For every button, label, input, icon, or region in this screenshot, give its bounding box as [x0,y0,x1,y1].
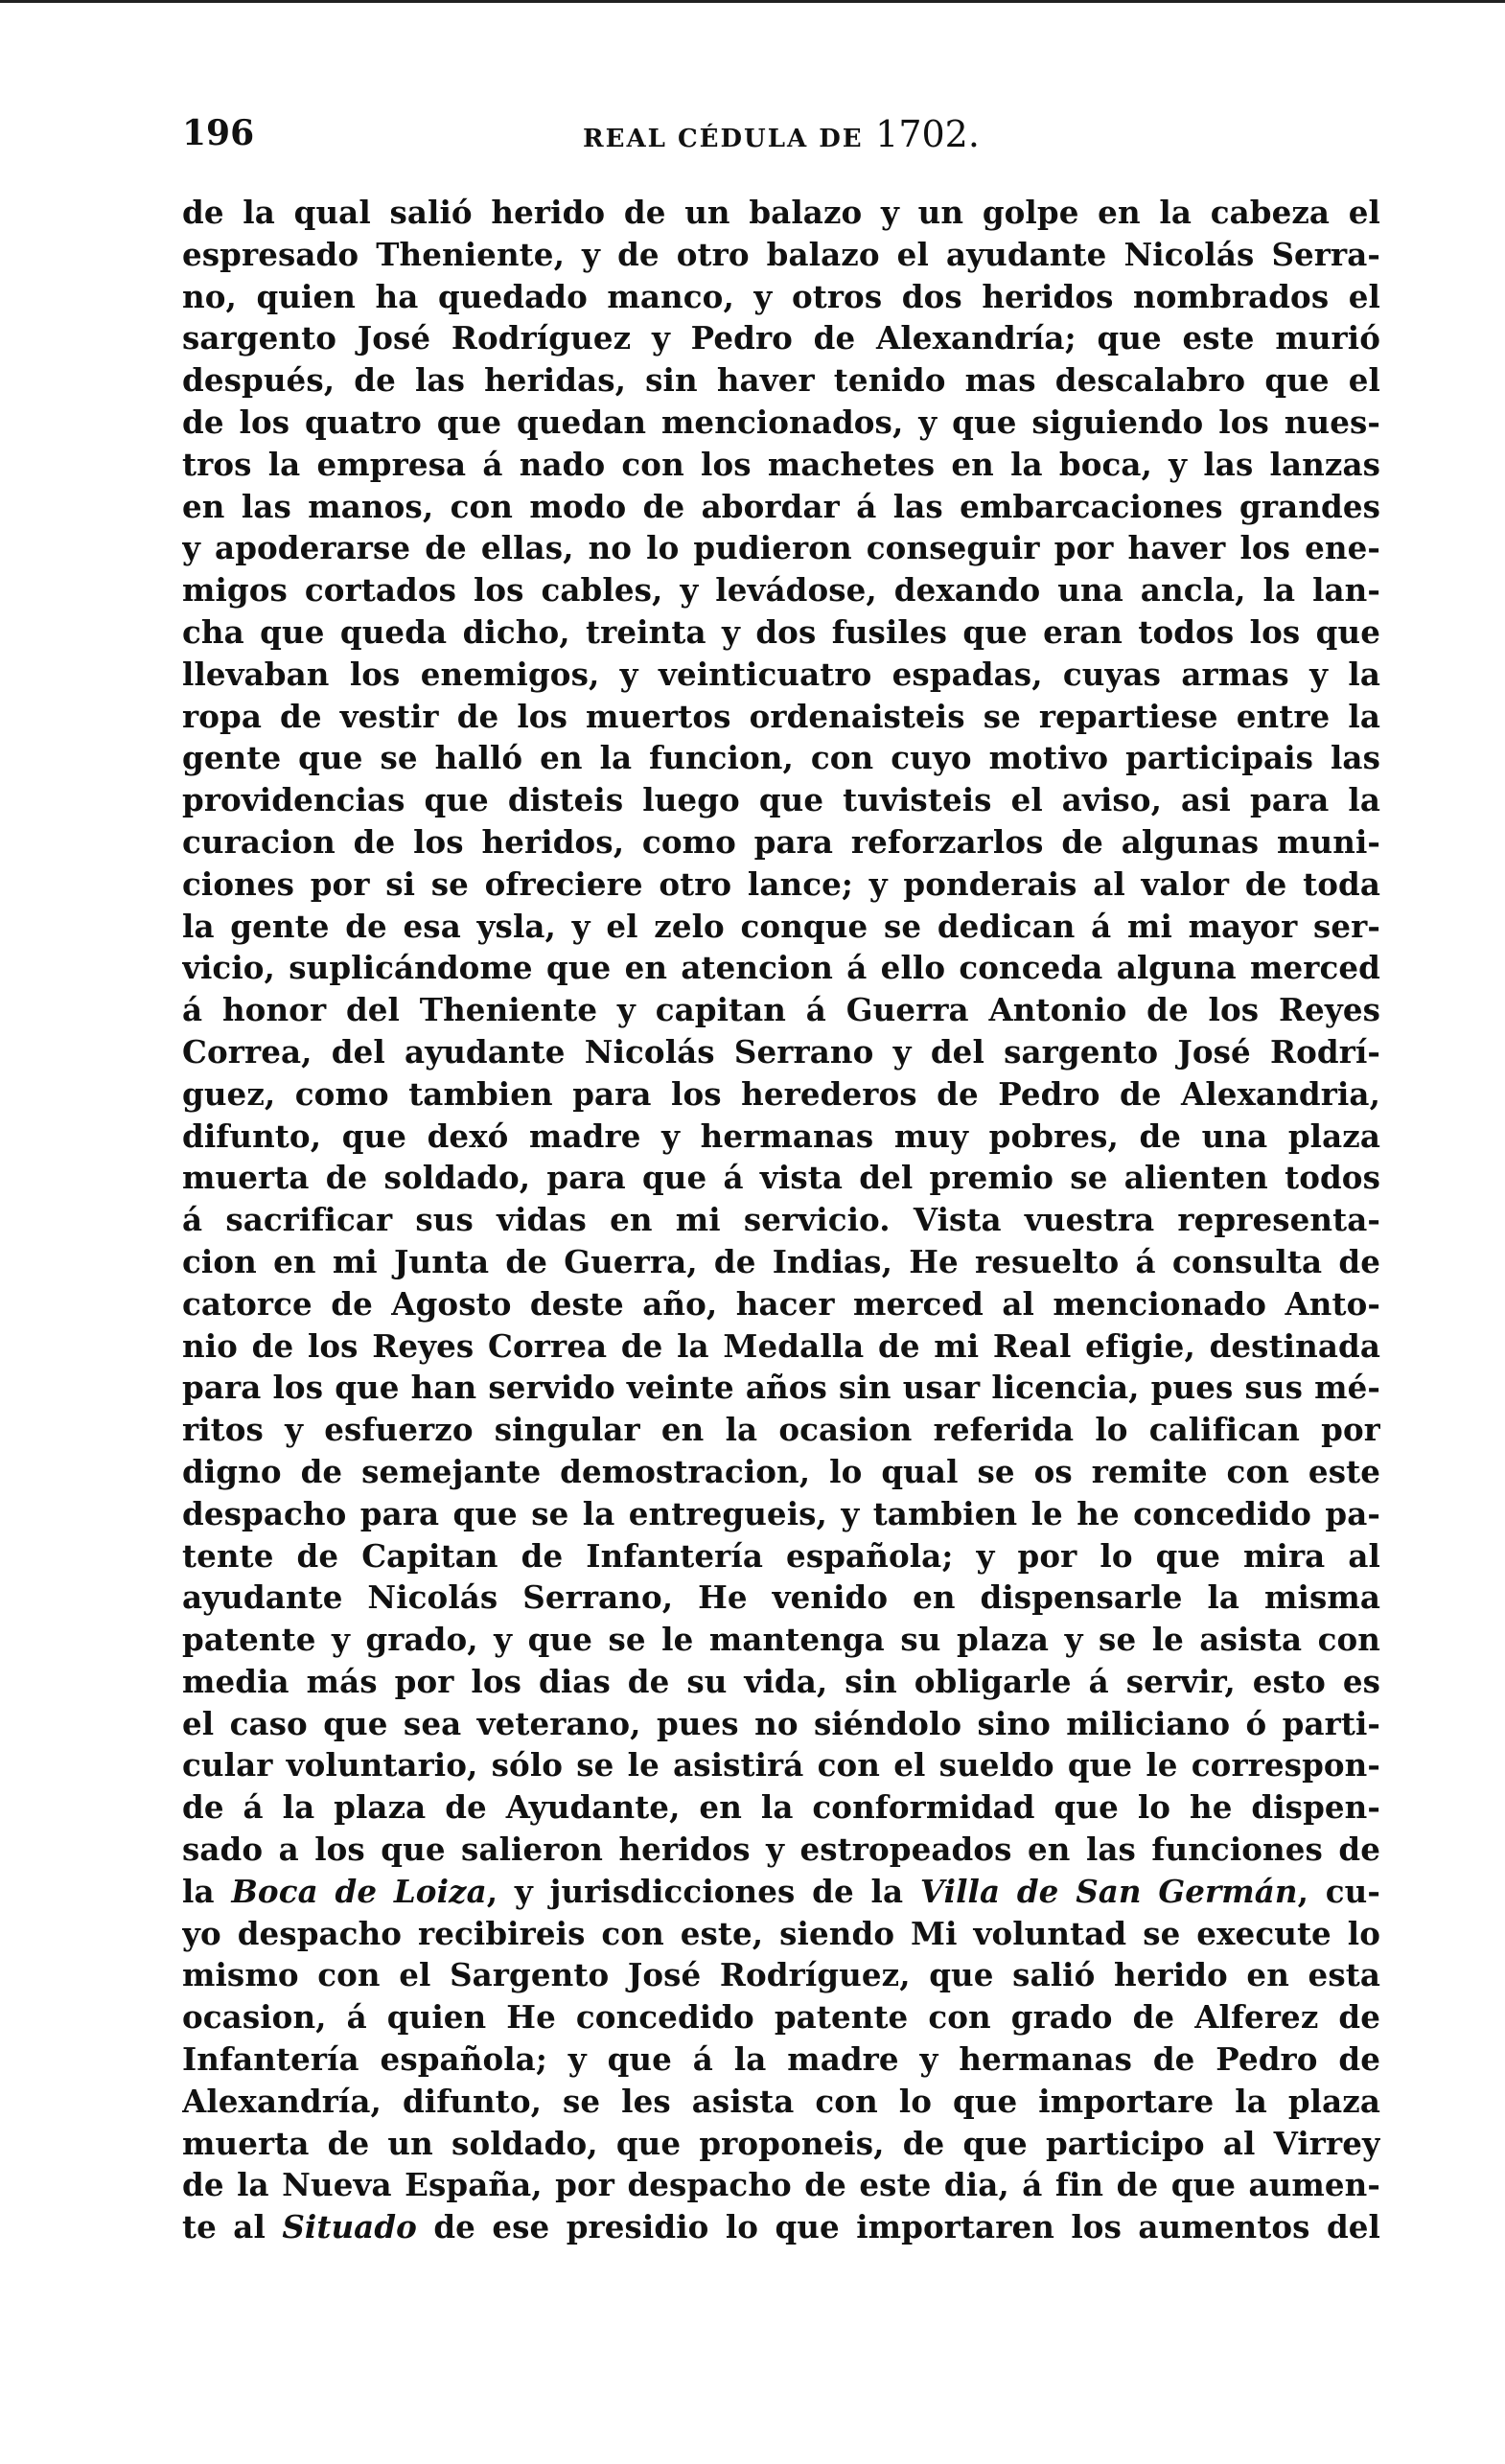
text-line: de la Nueva España, por despacho de este dia, á fin de que aumen- [182,2166,1380,2204]
text-line: ciones por si se ofreciere otro lance; y ponderais al valor de toda [182,864,1380,903]
text-line: á honor del Theniente y capitan á Guerra Antonio de los Reyes [182,991,1380,1029]
text-line: no, quien ha quedado manco, y otros dos heridos nombrados el [182,277,1380,315]
running-title-year: 1702. [875,113,980,155]
text-line: Correa, del ayudante Nicolás Serrano y del sargento José Rodrí- [182,1032,1380,1071]
text-line: migos cortados los cables, y levádose, dexando una ancla, la lan- [182,571,1380,610]
text-line: á sacrificar sus vidas en mi servicio. Vista vuestra representa- [182,1201,1380,1239]
running-title-text: REAL CÉDULA DE [583,125,864,153]
text-line: de á la plaza de Ayudante, en la conformidad que lo he dispen- [182,1788,1380,1827]
text-line: yo despacho recibireis con este, siendo Mi voluntad se execute lo [182,1914,1380,1952]
text-line: y apoderarse de ellas, no lo pudieron conseguir por haver los ene- [182,529,1380,567]
text-line: cha que queda dicho, treinta y dos fusiles que eran todos los que [182,612,1380,651]
page-number: 196 [182,113,255,153]
text-line: cion en mi Junta de Guerra, de Indias, He resuelto á consulta de [182,1242,1380,1280]
text-line: sado a los que salieron heridos y estropeados en las funciones de [182,1831,1380,1869]
text-line: Alexandría, difunto, se les asista con lo que importare la plaza [182,2082,1380,2120]
text-line: tros la empresa á nado con los machetes en la boca, y las lanzas [182,445,1380,483]
text-line: vicio, suplicándome que en atencion á ello conceda alguna merced [182,949,1380,987]
text-line: sargento José Rodríguez y Pedro de Alexandría; que este murió [182,319,1380,357]
text-line: de los quatro que quedan mencionados, y que siguiendo los nues- [182,403,1380,441]
book-page [182,105,1380,2248]
text-line: la Boca de Loiza, y jurisdicciones de la Villa de San Germán, cu- [182,1872,1380,1910]
text-line: después, de las heridas, sin haver tenido mas descalabro que el [182,361,1380,400]
text-line: ayudante Nicolás Serrano, He venido en dispensarle la misma [182,1578,1380,1617]
text-line: muerta de un soldado, que proponeis, de que participo al Virrey [182,2124,1380,2162]
top-border-rule [0,0,1505,3]
text-line: Infantería española; y que á la madre y hermanas de Pedro de [182,2040,1380,2079]
text-line: te al Situado de ese presidio lo que importaren los aumentos del [182,2208,1380,2246]
text-line: media más por los dias de su vida, sin obligarle á servir, esto es [182,1662,1380,1700]
text-line: cular voluntario, sólo se le asistirá con el sueldo que le correspon- [182,1746,1380,1785]
running-head [182,105,1380,163]
text-line: espresado Theniente, y de otro balazo el ayudante Nicolás Serra- [182,235,1380,273]
text-line: de la qual salió herido de un balazo y un golpe en la cabeza el [182,194,1380,231]
text-line: llevaban los enemigos, y veinticuatro espadas, cuyas armas y la [182,655,1380,693]
text-line: mismo con el Sargento José Rodríguez, que salió herido en esta [182,1956,1380,1994]
body-text [182,192,1380,2248]
text-line: despacho para que se la entregueis, y tambien le he concedido pa- [182,1494,1380,1532]
text-line: la gente de esa ysla, y el zelo conque se dedican á mi mayor ser- [182,907,1380,945]
running-title [182,113,1380,155]
text-line: para los que han servido veinte años sin usar licencia, pues sus mé- [182,1369,1380,1407]
text-line: digno de semejante demostracion, lo qual se os remite con este [182,1452,1380,1490]
text-line: tente de Capitan de Infantería española; y por lo que mira al [182,1536,1380,1575]
text-line: muerta de soldado, para que á vista del premio se alienten todos [182,1159,1380,1197]
text-line: nio de los Reyes Correa de la Medalla de mi Real efigie, destinada [182,1326,1380,1365]
text-line: guez, como tambien para los herederos de Pedro de Alexandria, [182,1074,1380,1113]
text-line: gente que se halló en la funcion, con cuyo motivo participais las [182,739,1380,777]
text-line: ocasion, á quien He concedido patente con grado de Alferez de [182,1998,1380,2037]
text-line: providencias que disteis luego que tuvisteis el aviso, asi para la [182,781,1380,819]
text-line: el caso que sea veterano, pues no siéndolo sino miliciano ó parti- [182,1704,1380,1742]
text-line: patente y grado, y que se le mantenga su plaza y se le asista con [182,1621,1380,1659]
text-line: en las manos, con modo de abordar á las embarcaciones grandes [182,487,1380,525]
text-line: catorce de Agosto deste año, hacer merced al mencionado Anto- [182,1284,1380,1323]
text-line: ritos y esfuerzo singular en la ocasion referida lo califican por [182,1411,1380,1449]
text-line: difunto, que dexó madre y hermanas muy pobres, de una plaza [182,1117,1380,1155]
text-line: curacion de los heridos, como para reforzarlos de algunas muni- [182,822,1380,861]
text-line: ropa de vestir de los muertos ordenaisteis se repartiese entre la [182,697,1380,735]
